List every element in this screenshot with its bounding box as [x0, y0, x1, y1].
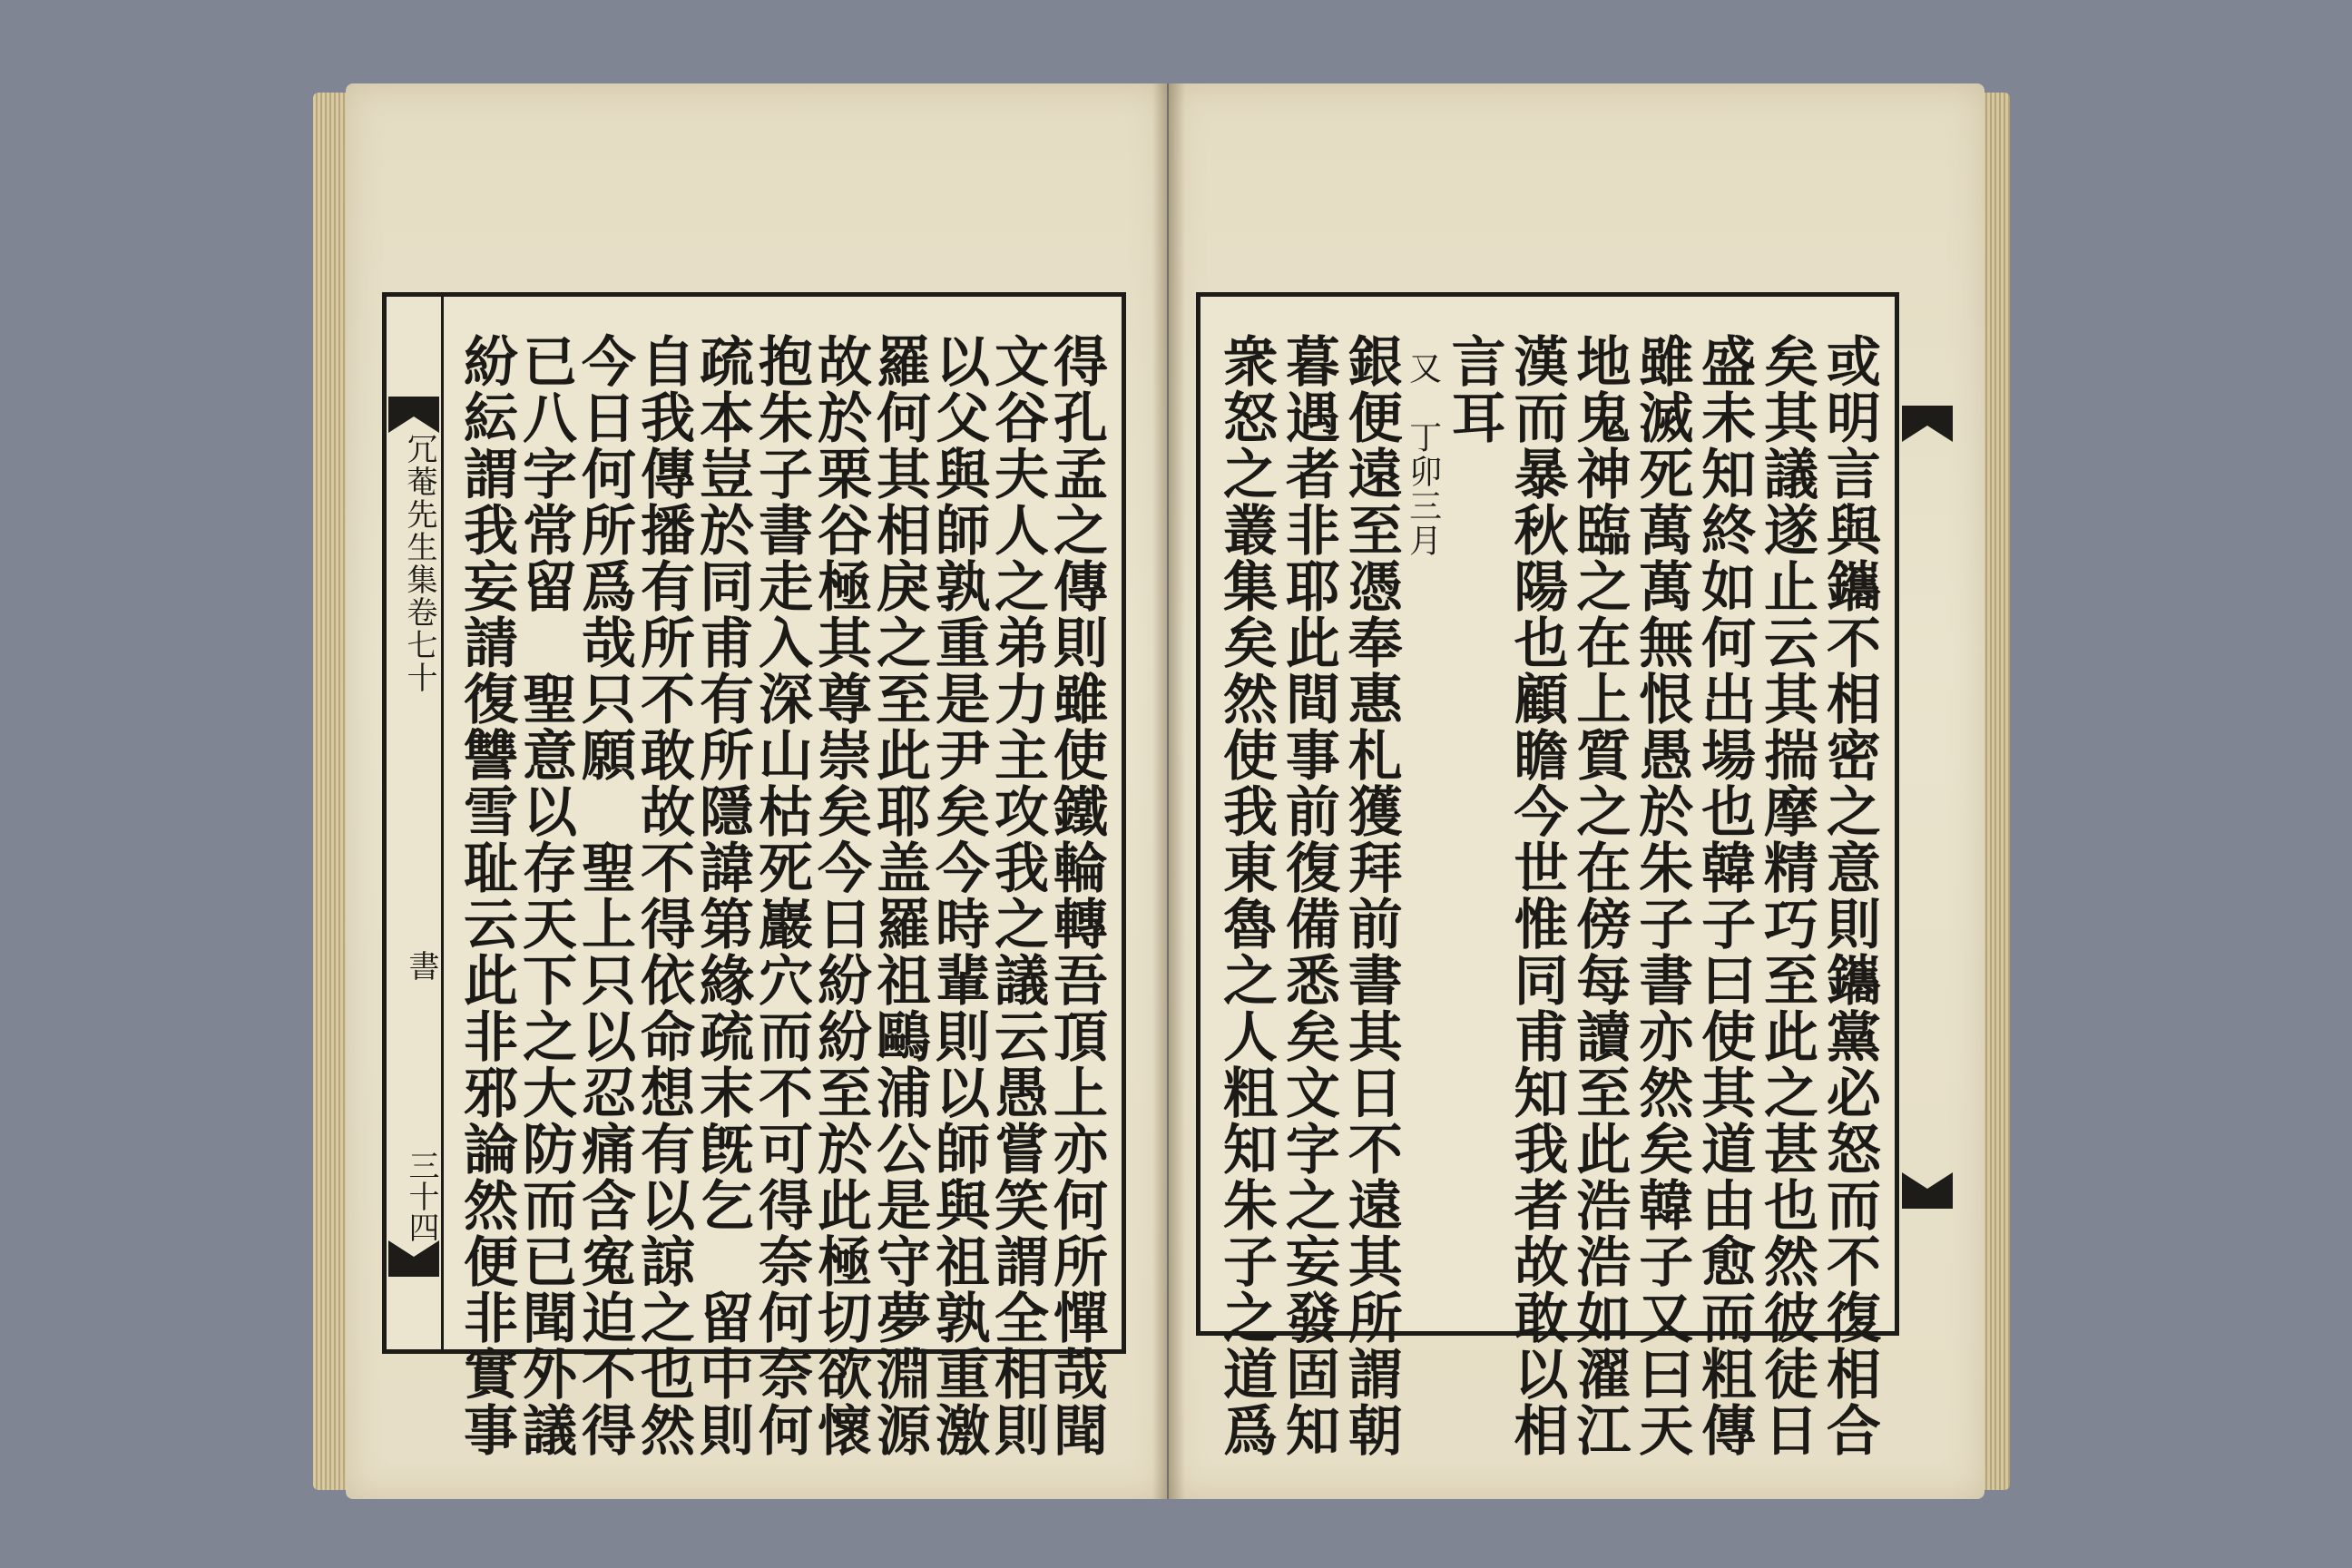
text-column: 盛未知終如何出場也韓子曰使其道由愈而粗傳	[1692, 333, 1757, 1458]
right-upper-fishtail-mark	[1902, 406, 1953, 442]
right-text-frame	[1196, 292, 1899, 1458]
text-column: 銀便遠至憑奉惠札獲拜前書其日不遠其所謂朝	[1338, 333, 1403, 1458]
text-column: 已八字常留 聖意以存天下之大防而已聞外議	[514, 333, 577, 1458]
text-column: 得孔孟之傳則雖使鐵輪轉吾頂上亦何所憚哉聞	[1044, 333, 1108, 1458]
upper-fishtail-mark	[388, 397, 439, 433]
book-gutter	[1152, 83, 1185, 1499]
text-column: 疏本豈於同甫有所隱諱第緣疏末旣乞 留中則	[691, 333, 754, 1458]
left-text-frame	[382, 292, 1126, 1458]
page-edges-left	[313, 93, 349, 1490]
text-column: 地鬼神臨之在上質之在傍每讀至此浩浩如濯江	[1567, 333, 1632, 1458]
right-text-columns	[1214, 333, 1881, 1458]
left-text-columns	[455, 333, 1108, 1458]
page-number: 三十四	[403, 1150, 439, 1242]
text-column: 漢而暴秋陽也顧瞻今世惟同甫知我者故敢以相	[1504, 333, 1569, 1458]
left-margin-strip	[387, 297, 444, 1349]
text-column: 抱朱子書走入深山枯死巖穴而不可得奈何奈何	[750, 333, 813, 1458]
open-book	[313, 83, 2010, 1499]
text-column: 文谷夫人之弟力主攻我之議云愚嘗笑謂全相則	[985, 333, 1049, 1458]
text-column: 羅何其相戾之至此耶盖羅祖鷗浦公是守夢淵源	[867, 333, 931, 1458]
text-column: 故於栗谷極其尊崇矣今日紛紛至於此極切欲懷	[808, 333, 872, 1458]
text-column: 衆怒之叢集矣然使我東魯之人粗知朱子之道爲	[1214, 333, 1278, 1458]
text-column: 言耳	[1442, 333, 1506, 446]
left-page	[346, 83, 1167, 1499]
text-column: 自我傳播有所不敢故不得依命想有以諒之也然	[632, 333, 695, 1458]
text-column: 或明言與鑴不相密之意則鑴黨必怒而不復相合	[1817, 333, 1881, 1458]
text-column: 紛紜謂我妄請復讐雪耻云此非邪論然便非實事	[455, 333, 518, 1458]
right-lower-fishtail-mark	[1902, 1172, 1953, 1209]
text-column: 雖滅死萬萬無恨愚於朱子書亦然矣韓子又曰天	[1630, 333, 1694, 1458]
right-page	[1169, 83, 1984, 1499]
page-edges-right	[1983, 93, 2010, 1490]
text-column: 暮遇者非耶此間事前復備悉矣文字之妄發固知	[1276, 333, 1340, 1458]
text-column: 今日何所爲哉只願 聖上只以忍痛含寃迫不得	[573, 333, 636, 1458]
text-column: 以父與師孰重是尹矣今時輩則以師與祖孰重激	[926, 333, 990, 1458]
section-label: 書	[403, 950, 439, 981]
lower-fishtail-mark	[388, 1240, 439, 1277]
book-title: 冗菴先生集卷七十	[401, 433, 437, 694]
letter-heading-column: 又 丁卯三月	[1404, 351, 1442, 558]
text-column: 矣其議遂止云其揣摩精巧至此之甚也然彼徒日	[1755, 333, 1819, 1458]
